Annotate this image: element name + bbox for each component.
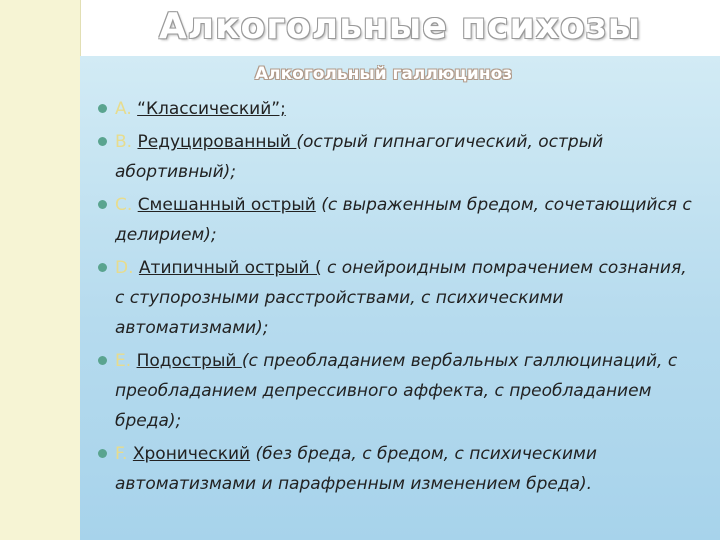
item-name: Подострый — [136, 351, 242, 371]
bullet-icon — [98, 263, 107, 272]
list-item — [98, 253, 698, 343]
item-letter: E. — [115, 351, 132, 371]
slide-title: Алкогольные психозы — [158, 6, 642, 47]
item-description: (с выраженным бредом, сочетающийся с делирием); — [115, 195, 692, 245]
slide-subtitle: Алкогольный галлюциноз — [255, 64, 513, 84]
item-name: Редуцированный — [137, 132, 297, 152]
item-letter: B. — [115, 132, 133, 152]
bullet-icon — [98, 449, 107, 458]
left-sidebar-band — [0, 0, 81, 540]
item-name: Смешанный острый — [137, 195, 316, 215]
list-item — [98, 346, 698, 436]
list-item — [98, 127, 698, 187]
bullet-list — [98, 94, 698, 499]
item-name: Атипичный острый ( — [138, 258, 322, 278]
item-description: (с преобладанием вербальных галлюцинаций, с преобладанием депрессивного аффекта, с преобладанием бреда); — [115, 351, 678, 431]
bullet-icon — [98, 356, 107, 365]
item-description: с онейроидным помрачением сознания, с ступорозными расстройствами, с психическими автоматизмами); — [115, 258, 687, 338]
item-name: Хронический — [132, 444, 251, 464]
bullet-icon — [98, 200, 107, 209]
list-item — [98, 439, 698, 499]
list-item — [98, 190, 698, 250]
list-item — [98, 94, 698, 124]
item-letter: F. — [115, 444, 128, 464]
item-name: “Классический”; — [137, 99, 286, 119]
bullet-icon — [98, 104, 107, 113]
item-letter: C. — [115, 195, 133, 215]
bullet-icon — [98, 137, 107, 146]
item-letter: D. — [115, 258, 134, 278]
item-description: (острый гипнагогический, острый абортивный); — [115, 132, 604, 182]
item-description: (без бреда, с бредом, с психическими автоматизмами и парафренным изменением бреда). — [115, 444, 597, 494]
item-letter: A. — [115, 99, 132, 119]
